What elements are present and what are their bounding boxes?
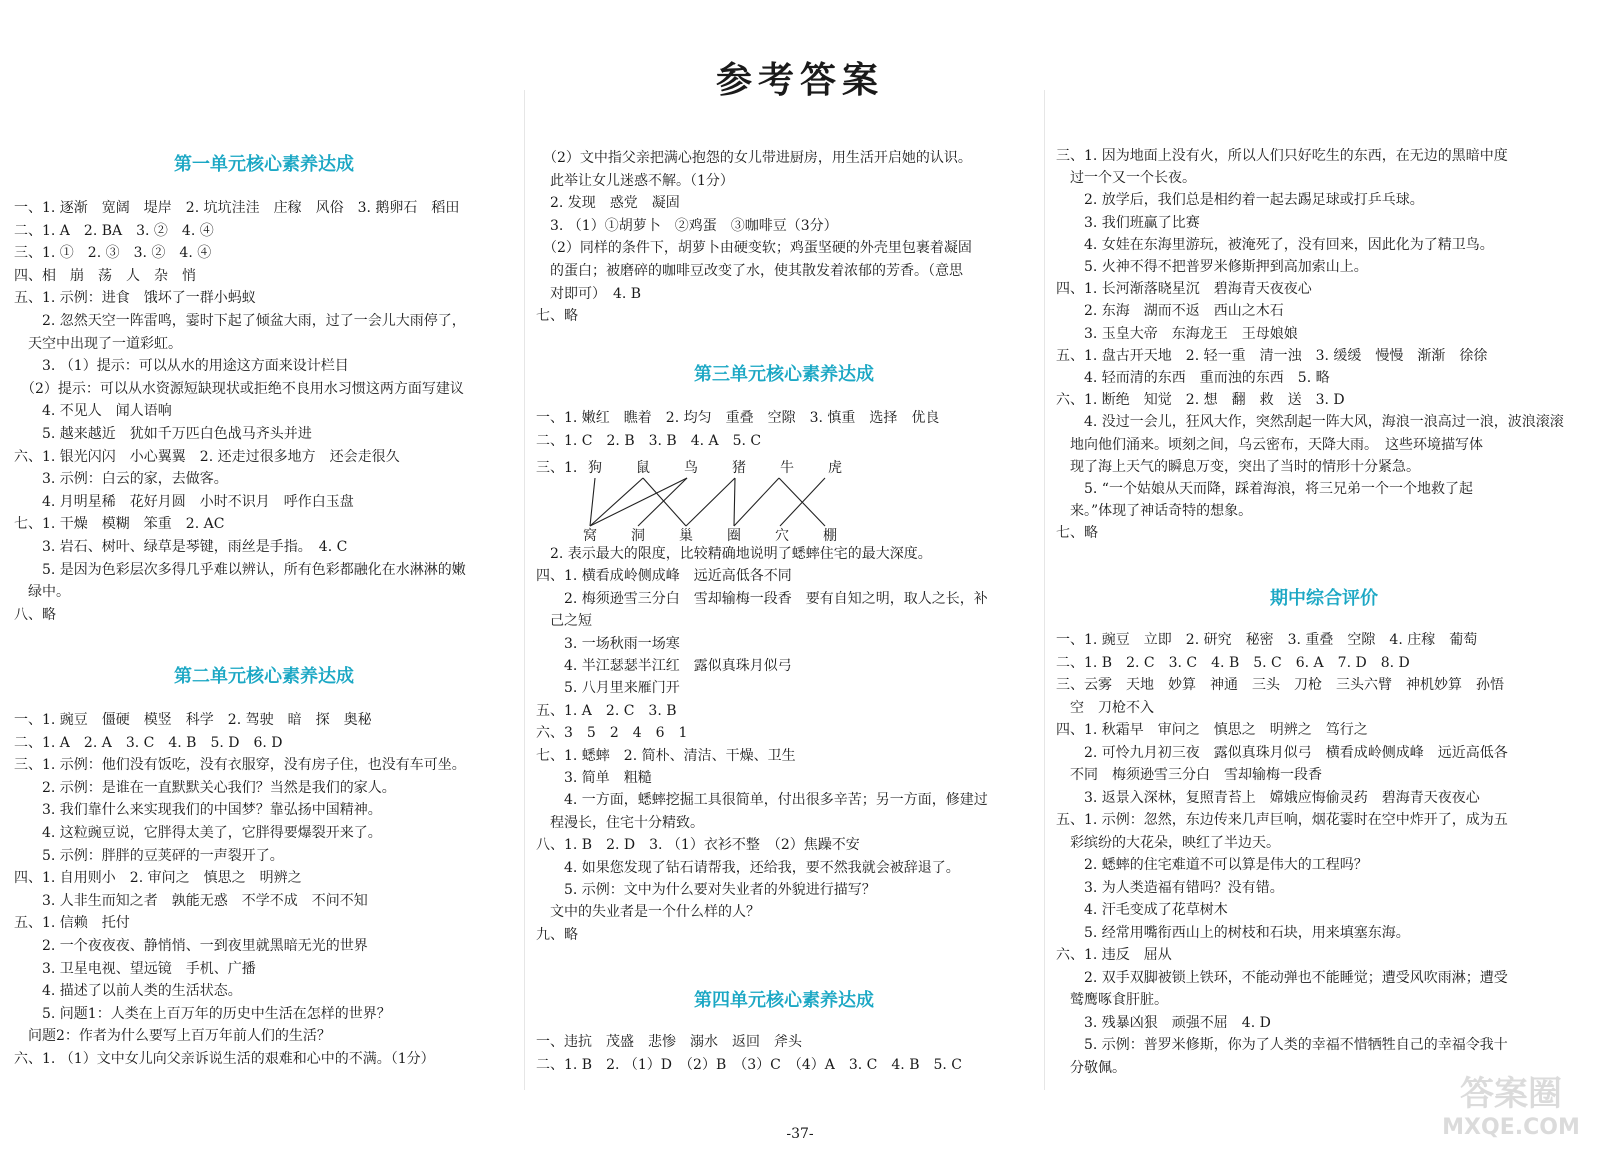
matching-word: 洞 [631,528,645,544]
answer-line: 天空中出现了一道彩虹。 [14,335,182,352]
answer-line: 三、云雾 天地 妙算 神通 三头 刀枪 三头六臂 神机妙算 孙悟 [1056,677,1504,693]
answer-line: 2. 表示最大的限度，比较精确地说明了蟋蟀住宅的最大深度。 [536,546,932,562]
matching-word: 虎 [828,460,842,476]
answer-line: 一、1. 豌豆 僵硬 模竖 科学 2. 驾驶 暗 探 奥秘 [14,712,372,728]
answer-line: 3. （1）提示：可以从水的用途这方面来设计栏目 [14,358,349,375]
answer-line: 不同 梅须逊雪三分白 雪却输梅一段香 [1056,767,1322,783]
answer-line: 空 刀枪不入 [1056,699,1154,716]
matching-word: 狗 [588,460,602,476]
answer-line: 3. 简单 粗糙 [536,770,652,786]
answer-line: 三、1. ① 2. ③ 3. ② 4. ④ [14,245,212,262]
answer-line: 七、略 [536,308,578,325]
answer-line: 七、略 [1056,525,1098,542]
answer-line: 2. 东海 湖而不返 西山之木石 [1056,303,1284,320]
answer-line: 2. 发现 惑党 凝固 [536,195,680,212]
answer-line: 四、1. 长河渐落晓星沉 碧海青天夜夜心 [1056,281,1312,298]
answer-line: 2. 蟋蟀的住宅难道不可以算是伟大的工程吗？ [1056,857,1368,873]
answer-line: 对即可） 4. B [536,285,642,302]
watermark-logo: 答案圈 MXQE.COM [1442,1074,1580,1140]
matching-word: 穴 [775,528,789,544]
answer-line: 5. 火神不得不把普罗米修斯押到高加索山上。 [1056,259,1368,275]
unit4-title: 第四单元核心素养达成 [694,990,874,1011]
answer-line: 己之短 [536,613,592,630]
answer-line: 分敬佩。 [1056,1059,1126,1076]
answer-line: 一、1. 逐渐 宽阔 堤岸 2. 坑坑洼洼 庄稼 风俗 3. 鹅卵石 稻田 [14,200,460,216]
answer-line: 3. 一场秋雨一场寒 [536,635,680,652]
answer-line: 六、1. 违反 屈从 [1056,947,1172,963]
matching-word: 棚 [823,528,837,544]
answer-line: 一、违抗 茂盛 悲惨 溺水 返回 斧头 [536,1034,802,1050]
answer-line: 六、1. 断绝 知觉 2. 想 翻 救 送 3. D [1056,392,1345,409]
answer-line: 3. 人非生而知之者 孰能无惑 不学不成 不问不知 [14,892,368,909]
column-divider-right [1044,90,1045,1090]
answer-line: 的蛋白；被磨碎的咖啡豆改变了水，使其散发着浓郁的芳香。（意思 [536,263,963,279]
answer-line: 4. 女娃在东海里游玩，被淹死了，没有回来，因此化为了精卫鸟。 [1056,236,1494,253]
match-line [686,478,735,526]
answer-line: 3. 示例：白云的家，去做客。 [14,471,228,488]
matching-word: 牛 [780,460,794,476]
answer-line: 五、1. 示例：忽然，东边传来几声巨响，烟花霎时在空中炸开了，成为五 [1056,812,1508,828]
answer-line: 4. 汗毛变成了花草树木 [1056,902,1228,918]
answer-line: 4. 轻而清的东西 重而浊的东西 5. 略 [1056,370,1330,386]
answer-line: 4. 如果您发现了钻石请帮我，还给我，要不然我就会被辞退了。 [536,859,960,876]
answer-line: 2. 忽然天空一阵雷鸣，霎时下起了倾盆大雨，过了一会儿大雨停了， [14,313,466,329]
answer-line: 三、1. 因为地面上没有火，所以人们只好吃生的东西，在无边的黑暗中度 [1056,148,1508,164]
answer-line: 4. 不见人 闻人语响 [14,403,172,420]
answer-line: （2）提示：可以从水资源短缺现状或拒绝不良用水习惯这两方面写建议 [14,380,464,397]
answer-line: 二、1. A 2. BA 3. ② 4. ④ [14,222,214,239]
answer-line: 3. 卫星电视、望远镜 手机、广播 [14,960,256,977]
answer-line: 四、1. 秋霜早 审问之 慎思之 明辨之 笃行之 [1056,722,1368,738]
match-line [734,478,779,526]
unit1-title: 第一单元核心素养达成 [174,154,354,175]
answer-line: 来。”体现了神话奇特的想象。 [1056,503,1253,520]
answer-line: 5. 示例：文中为什么要对失业者的外貌进行描写？ [536,882,876,898]
answer-line: 文中的失业者是一个什么样的人？ [536,904,760,921]
midterm-title: 期中综合评价 [1270,588,1378,609]
answer-line: 四、1. 横看成岭侧成峰 远近高低各不同 [536,568,792,585]
matching-word: 鸟 [684,460,698,476]
match-line [590,478,595,526]
answer-line: （2）同样的条件下，胡萝卜由硬变软；鸡蛋坚硬的外壳里包裹着凝固 [536,240,972,257]
answer-line: 一、1. 豌豆 立即 2. 研究 秘密 3. 重叠 空隙 4. 庄稼 葡萄 [1056,632,1478,648]
answer-line: 此举让女儿迷惑不解。（1分） [536,172,734,189]
answer-line: 4. 月明星稀 花好月圆 小时不识月 呼作白玉盘 [14,493,354,510]
answer-line: 二、1. B 2. （1）D （2）B （3）C （4）A 3. C 4. B 5. C [536,1056,963,1073]
answer-line: 2. 可怜九月初三夜 露似真珠月似弓 横看成岭侧成峰 远近高低各 [1056,744,1508,761]
answer-line: 4. 描述了以前人类的生活状态。 [14,983,242,1000]
answer-line: 5. 问题1：人类在上百万年的历史中生活在怎样的世界？ [14,1005,391,1022]
answer-line: 四、相 崩 荡 人 杂 悄 [14,267,196,284]
answer-line: 3. 我们靠什么来实现我们的中国梦？靠弘扬中国精神。 [14,802,382,819]
answer-line: 九、略 [536,926,578,943]
answer-line: 4. 这粒豌豆说，它胖得太美了，它胖得要爆裂开来了。 [14,825,382,841]
answer-line: 2. 双手双脚被锁上铁环，不能动弹也不能睡觉；遭受风吹雨淋；遭受 [1056,969,1508,986]
answer-line: 过一个又一个长夜。 [1056,170,1196,187]
answer-line: 五、1. 盘古开天地 2. 轻一重 清一浊 3. 缓缓 慢慢 渐渐 徐徐 [1056,347,1488,364]
answer-line: 3. 我们班赢了比赛 [1056,214,1200,231]
answer-line: 地向他们涌来。顷刻之间，乌云密布，天降大雨。 这些环境描写体 [1056,436,1483,453]
answer-line: 3. 残暴凶狠 顽强不屈 4. D [1056,1014,1271,1031]
matching-word: 猪 [732,460,746,476]
answer-line: 鹫鹰啄食肝脏。 [1056,992,1168,1008]
answer-line: 二、1. B 2. C 3. C 4. B 5. C 6. A 7. D 8. D [1056,654,1410,671]
answer-line: 5. 是因为色彩层次多得几乎难以辨认，所有色彩都融化在水淋淋的嫩 [14,561,466,578]
answer-line: 八、1. B 2. D 3. （1）衣衫不整 （2）焦躁不安 [536,837,860,854]
answer-line: 2. 一个夜夜夜、静悄悄、一到夜里就黑暗无光的世界 [14,938,368,954]
answer-line: 七、1. 蟋蟀 2. 简朴、清洁、干燥、卫生 [536,747,796,764]
answer-line: 3. （1）①胡萝卜 ②鸡蛋 ③咖啡豆（3分） [536,217,838,234]
answer-line: 绿中。 [14,584,70,601]
answer-line: （2）文中指父亲把满心抱怨的女儿带进厨房，用生活开启她的认识。 [536,150,972,166]
answer-line: 六、1. 银光闪闪 小心翼翼 2. 还走过很多地方 还会走很久 [14,448,400,465]
answer-line: 2. 示例：是谁在一直默默关心我们？当然是我们的家人。 [14,779,396,796]
answer-line: 五、1. 信赖 托付 [14,915,130,932]
unit2-title: 第二单元核心素养达成 [174,666,354,687]
answer-line: 5. 示例：普罗米修斯，你为了人类的幸福不惜牺牲自己的幸福令我十 [1056,1037,1508,1053]
matching-word: 圈 [727,528,741,544]
answer-line: 5. 八月里来雁门开 [536,680,680,697]
page-number: -37- [786,1126,814,1142]
answer-line: 四、1. 自用则小 2. 审问之 慎思之 明辨之 [14,870,302,887]
matching-word: 巢 [679,528,693,544]
answer-line: 3. 为人类造福有错吗？没有错。 [1056,879,1284,896]
answer-line: 4. 一方面，蟋蟀挖掘工具很简单，付出很多辛苦；另一方面，修建过 [536,792,988,809]
page-title: 参考答案 [715,60,884,101]
answer-line: 4. 半江瑟瑟半江红 露似真珠月似弓 [536,658,792,674]
match-line [590,478,643,526]
matching-word: 鼠 [636,460,650,476]
unit3-title: 第三单元核心素养达成 [694,364,874,385]
answer-line: 一、1. 嫩红 瞧着 2. 均匀 重叠 空隙 3. 慎重 选择 优良 [536,410,940,426]
match-line [590,478,687,526]
answer-line: 五、1. A 2. C 3. B [536,702,677,719]
answer-line: 八、略 [14,606,56,623]
answer-line: 5. 经常用嘴衔西山上的树枝和石块，用来填塞东海。 [1056,924,1410,941]
answer-line: 程漫长，住宅十分精致。 [536,814,704,831]
answer-line: 六、1. （1）文中女儿向父亲诉说生活的艰难和心中的不满。（1分） [14,1051,435,1067]
answer-line: 六、3 5 2 4 6 1 [536,725,688,742]
match-line [734,478,735,526]
matching-lines [580,476,840,530]
answer-line: 5. 示例：胖胖的豆荚砰的一声裂开了。 [14,847,284,864]
matching-word: 窝 [583,528,597,544]
answer-line: 二、1. A 2. A 3. C 4. B 5. D 6. D [14,734,283,751]
answer-line: 现了海上天气的瞬息万变，突出了当时的情形十分紧急。 [1056,458,1420,475]
answer-line: 五、1. 示例：进食 饿坏了一群小蚂蚁 [14,290,256,307]
answer-line: 2. 放学后，我们总是相约着一起去踢足球或打乒乓球。 [1056,192,1424,209]
answer-line: 3. 返景入深林，复照青苔上 嫦娥应悔偷灵药 碧海青天夜夜心 [1056,789,1480,806]
answer-line: 2. 梅须逊雪三分白 雪却输梅一段香 要有自知之明，取人之长，补 [536,590,988,607]
answer-line: 4. 没过一会儿，狂风大作，突然刮起一阵大风，海浪一浪高过一浪，波浪滚滚 [1056,414,1564,431]
answer-line: 5. “一个姑娘从天而降，踩着海浪，将三兄弟一个一个地救了起 [1056,481,1473,497]
matching-label: 三、1. [536,460,578,476]
answer-line: 七、1. 干燥 模糊 笨重 2. AC [14,516,225,533]
answer-line: 彩缤纷的大花朵，映红了半边天。 [1056,834,1280,851]
answer-line: 问题2：作者为什么要写上百万年前人们的生活？ [14,1028,331,1045]
answer-line: 二、1. C 2. B 3. B 4. A 5. C [536,433,762,449]
answer-line: 5. 越来越近 犹如千万匹白色战马齐头并进 [14,426,312,442]
answer-line: 3. 玉皇大帝 东海龙王 王母娘娘 [1056,325,1298,342]
answer-line: 三、1. 示例：他们没有饭吃，没有衣服穿，没有房子住，也没有车可坐。 [14,757,466,774]
column-divider-left [524,90,525,1090]
answer-line: 3. 岩石、树叶、绿草是琴键，雨丝是手指。 4. C [14,539,348,555]
